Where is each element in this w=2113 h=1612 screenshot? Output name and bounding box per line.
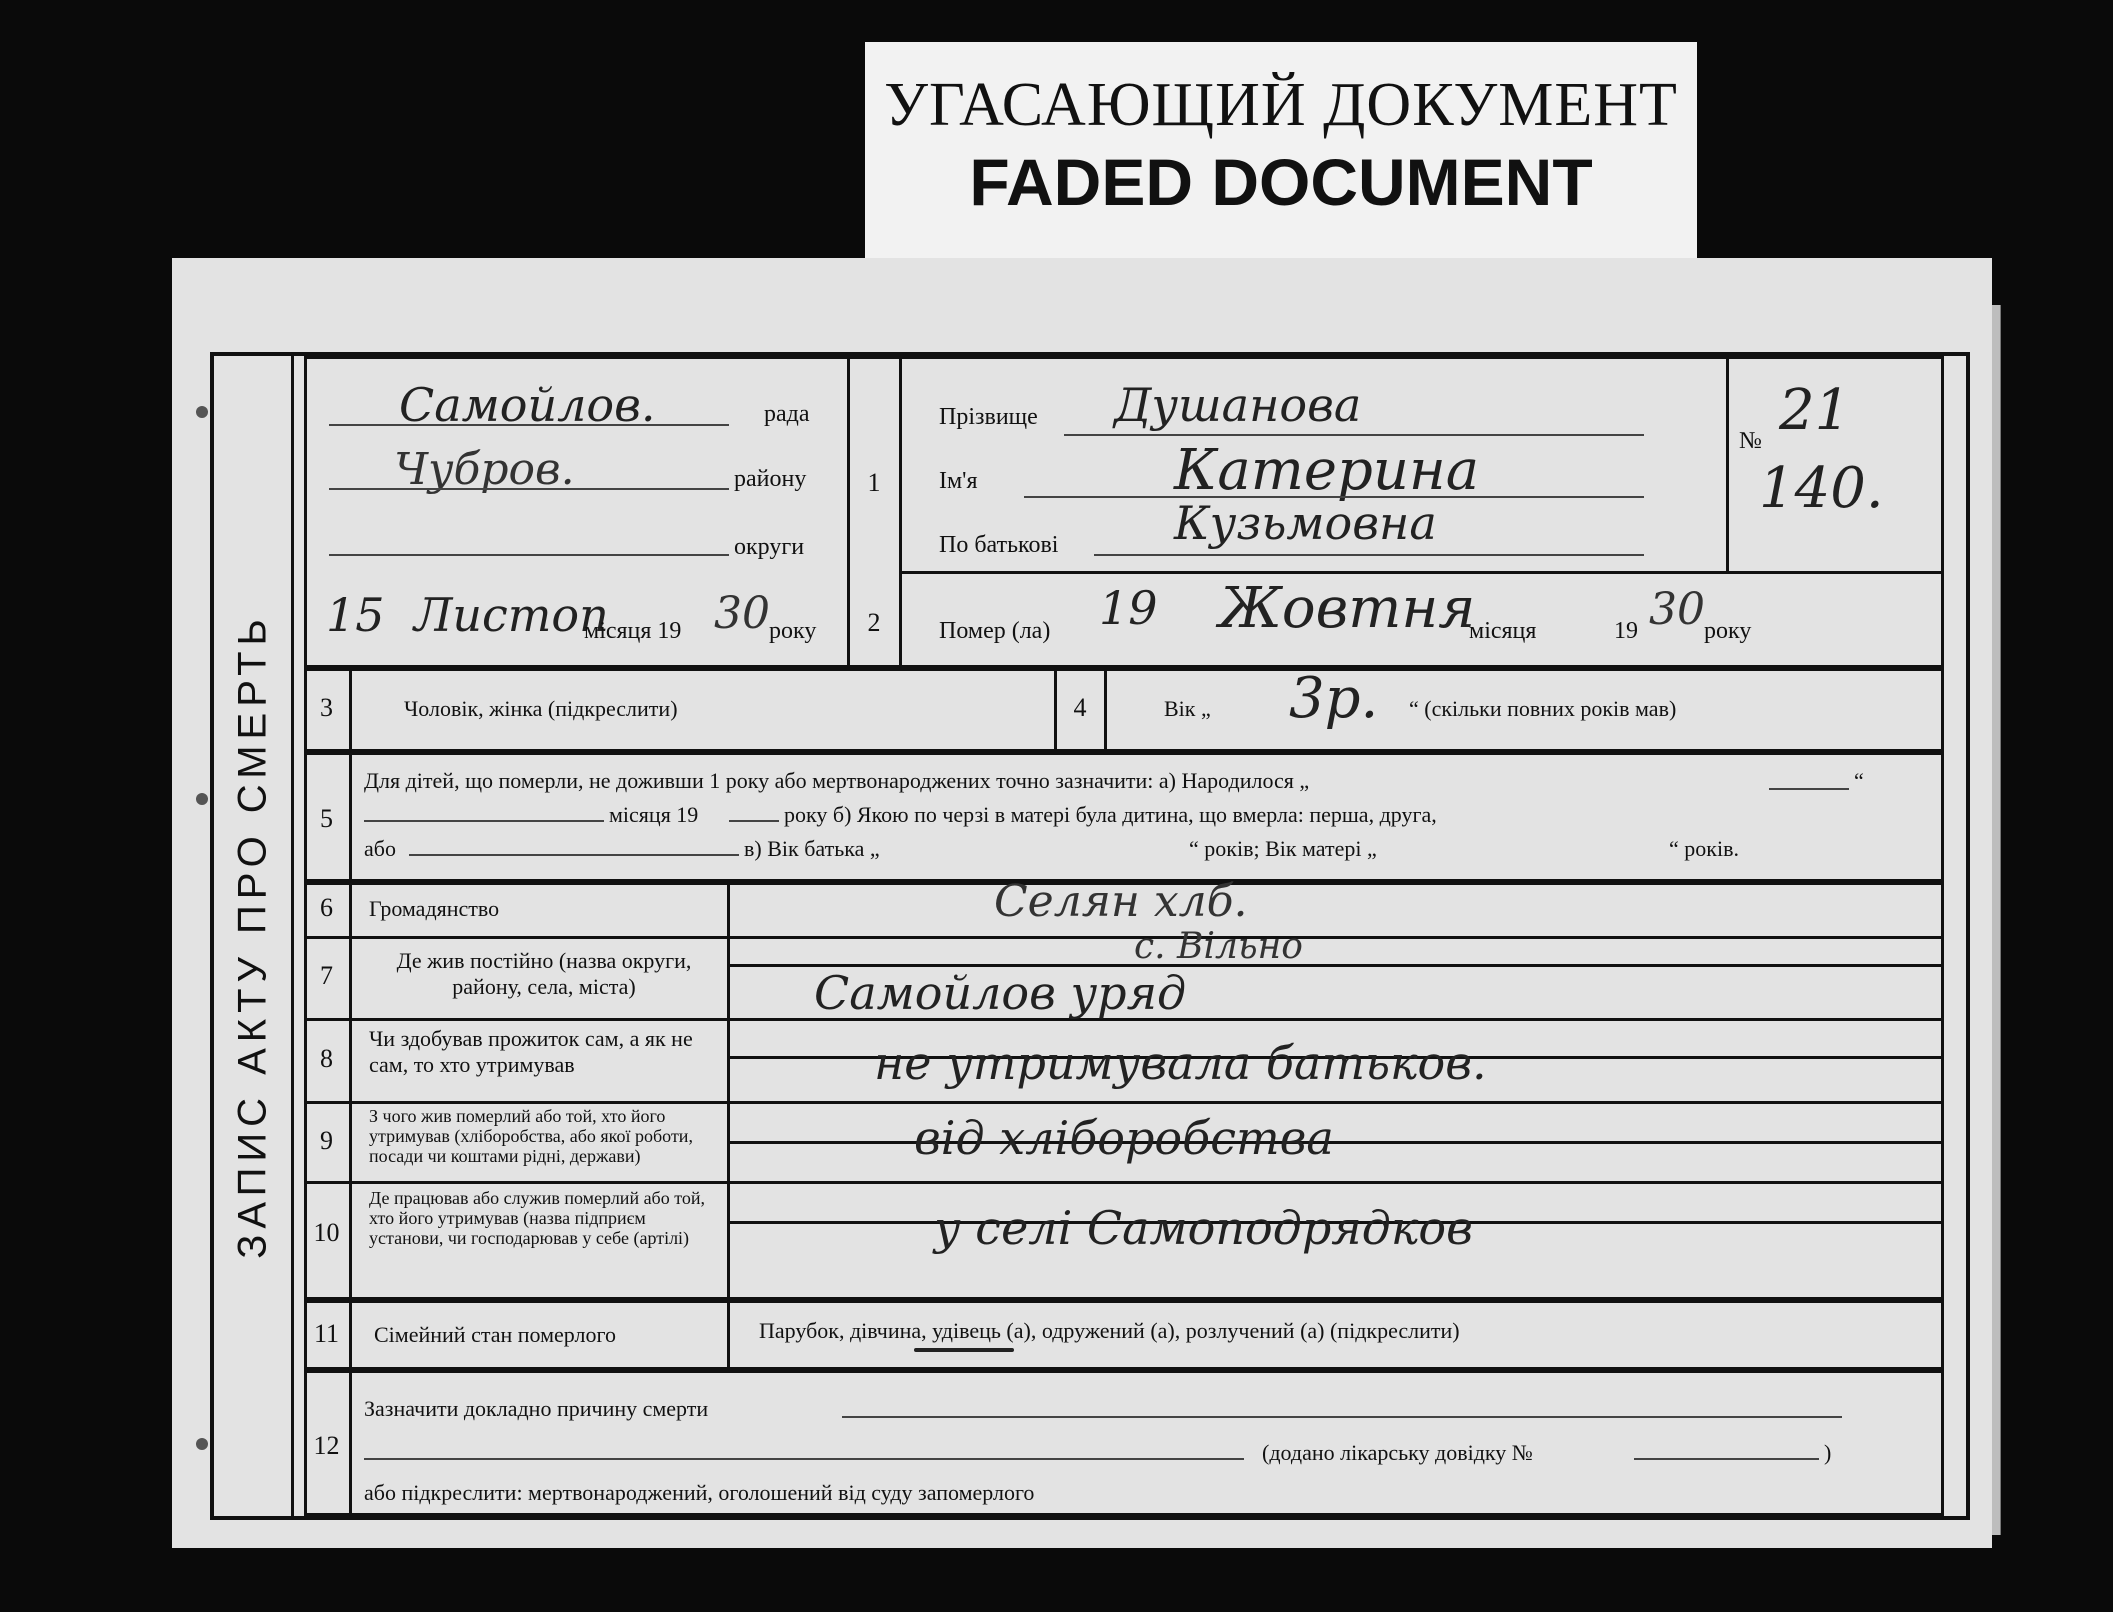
okruhy-label: округи [734, 534, 805, 560]
residence-value-1: с. Вільно [1134, 926, 1303, 967]
number-value: 21 [1779, 378, 1851, 443]
punch-hole [196, 406, 208, 418]
raion-label: району [734, 466, 807, 492]
surname-label: Прізвище [939, 404, 1038, 430]
rada-label: рада [764, 401, 810, 427]
citizenship-value: Селян хлб. [994, 876, 1248, 927]
infant-line-3a: або [364, 836, 396, 861]
cause-of-death-label: Зазначити докладно причину смерти [364, 1396, 709, 1421]
row-number: 4 [1073, 693, 1087, 722]
death-day: 19 [1099, 581, 1158, 635]
number-value-2: 140. [1759, 456, 1884, 521]
date-month-label: місяця 19 [584, 618, 682, 644]
row-number: 8 [320, 1044, 333, 1073]
name-value: Катерина [1174, 438, 1480, 503]
livelihood-value: не утримувала батьков. [874, 1036, 1487, 1090]
died-label: Помер (ла) [939, 618, 1051, 644]
row-number: 12 [313, 1431, 340, 1460]
infant-line-3d: “ років. [1669, 836, 1739, 861]
age-label-post: “ (скільки повних років мав) [1409, 696, 1677, 721]
sex-label: Чоловік, жінка (підкреслити) [404, 696, 678, 721]
row-number: 11 [313, 1319, 340, 1348]
date-day: 15 [326, 588, 385, 642]
infant-line-1: Для дітей, що померли, не доживши 1 року або мертвонароджених точно зазначити: а) Народилося „ [364, 768, 1310, 793]
death-month-label: місяця [1469, 618, 1537, 644]
medical-certificate-end: ) [1824, 1440, 1832, 1465]
rada-value: Самойлов. [399, 378, 656, 432]
death-record-form [210, 352, 1970, 1520]
stillborn-label: або підкреслити: мертвонароджений, оголошений від суду запомерлого [364, 1480, 1035, 1505]
row-number: 9 [320, 1126, 333, 1155]
row-number: 2 [867, 608, 881, 637]
income-source-label: З чого жив померлий або той, хто його утримував (хліборобства, або якої роботи, посади чи коштами рідні, держави) [369, 1106, 693, 1166]
label-russian: УГАСАЮЩИЙ ДОКУМЕНТ [884, 71, 1678, 139]
row-number: 10 [313, 1218, 340, 1247]
citizenship-label: Громадянство [369, 896, 500, 921]
medical-certificate-label: (додано лікарську довідку № [1262, 1440, 1533, 1465]
date-year-label: року [769, 618, 817, 644]
infant-line-2b: року б) Якою по черзі в матері була дитина, що вмерла: перша, друга, [784, 802, 1437, 827]
row-number: 7 [320, 961, 333, 990]
date-month: Листоп [414, 588, 609, 642]
income-source-value: від хліборобства [914, 1111, 1334, 1165]
marital-status-label: Сімейний стан померлого [374, 1322, 616, 1347]
side-title: ЗАПИС АКТУ ПРО СМЕРТЬ [214, 356, 294, 1516]
marital-status-options: Парубок, дівчина, удівець (а), одружений (а), розлучений (а) (підкреслити) [759, 1318, 1460, 1343]
row-number: 5 [320, 804, 333, 833]
infant-line-3b: в) Вік батька „ [744, 836, 880, 861]
age-value: 3р. [1289, 666, 1379, 731]
punch-hole [196, 793, 208, 805]
raion-value: Чубров. [394, 444, 575, 495]
death-year-label: 19 [1614, 618, 1638, 644]
age-label: Вік „ [1164, 696, 1211, 721]
surname-value: Душанова [1114, 378, 1362, 432]
name-label: Ім'я [939, 468, 978, 494]
date-year: 30 [714, 588, 770, 639]
residence-value-2: Самойлов уряд [814, 966, 1187, 1020]
infant-line-2a: місяця 19 [609, 802, 699, 827]
workplace-label: Де працював або служив померлий або той, хто його утримував (назва підприєм установи, чи господарював у себе (артілі) [369, 1188, 705, 1248]
patronymic-value: Кузьмовна [1174, 496, 1437, 550]
label-english: FADED DOCUMENT [969, 145, 1593, 219]
punch-hole [196, 1438, 208, 1450]
workplace-value: у селі Самоподрядков [934, 1201, 1473, 1255]
death-year-suffix: року [1704, 618, 1752, 644]
infant-line-3c: “ років; Вік матері „ [1189, 836, 1377, 861]
number-label: № [1739, 428, 1762, 454]
death-month: Жовтня [1219, 576, 1476, 641]
residence-label: Де жив постійно (назва округи, району, села, міста) [396, 948, 692, 999]
row-number: 6 [320, 893, 333, 922]
underline-mark [914, 1348, 1014, 1352]
livelihood-label: Чи здобував прожиток сам, а як не сам, то хто утримував [369, 1026, 693, 1077]
infant-line-1-end: “ [1854, 768, 1864, 793]
patronymic-label: По батькові [939, 532, 1059, 558]
row-number: 3 [320, 693, 333, 722]
death-year: 30 [1649, 584, 1705, 635]
row-number: 1 [867, 468, 881, 497]
